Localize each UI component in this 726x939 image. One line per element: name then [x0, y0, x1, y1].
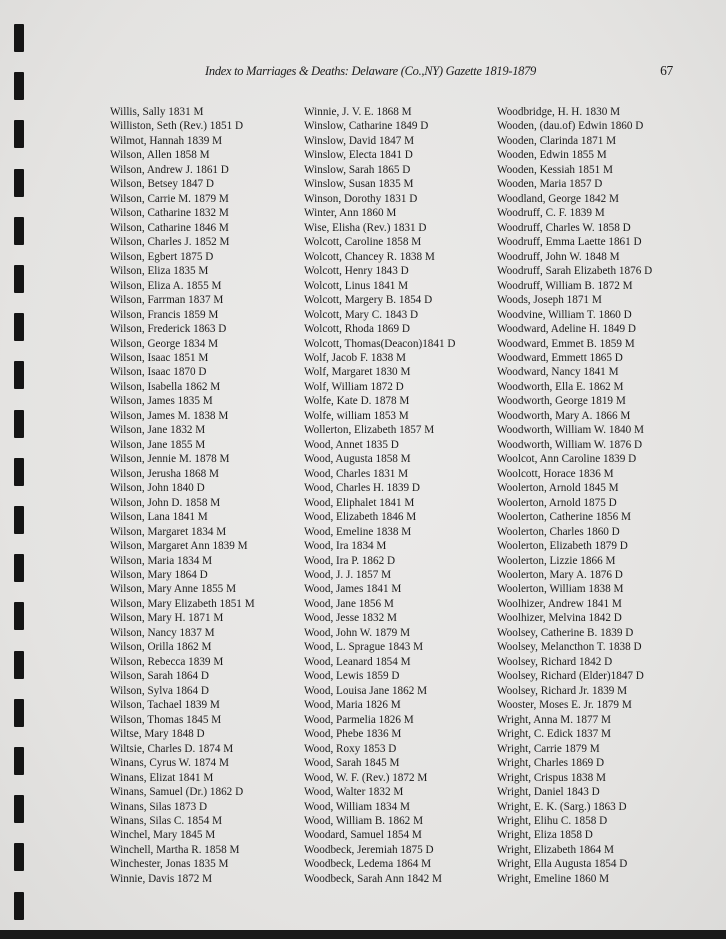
index-entry: Wilson, John D. 1858 M	[110, 496, 221, 509]
index-entry: Wood, William 1834 M	[304, 800, 410, 813]
index-entry: Wilson, Andrew J. 1861 D	[110, 163, 229, 176]
index-entry: Wooden, (dau.of) Edwin 1860 D	[497, 120, 644, 133]
index-entry: Wolfe, william 1853 M	[304, 409, 409, 422]
page-header	[205, 64, 675, 82]
index-entry: Wright, Crispus 1838 M	[497, 771, 606, 784]
index-entry: Winans, Silas C. 1854 M	[110, 814, 223, 827]
index-entry: Winslow, Susan 1835 M	[304, 178, 414, 191]
index-column-3	[497, 105, 652, 886]
index-entry: Wilson, Betsey 1847 D	[110, 178, 214, 191]
index-entry: Wollerton, Elizabeth 1857 M	[304, 424, 435, 437]
index-entry: Wilson, Carrie M. 1879 M	[110, 192, 229, 205]
index-entry: Wilson, Isabella 1862 M	[110, 380, 221, 393]
index-entry: Wolf, Margaret 1830 M	[304, 366, 411, 379]
index-entry: Woodbridge, H. H. 1830 M	[497, 106, 621, 118]
index-entry: Wilson, Isaac 1870 D	[110, 366, 207, 379]
index-entry: Wilson, Frederick 1863 D	[110, 323, 227, 336]
index-entry: Woodward, Emmet B. 1859 M	[497, 337, 635, 350]
index-entry: Woolsey, Richard 1842 D	[497, 655, 613, 668]
index-entry: Wiltsie, Charles D. 1874 M	[110, 742, 234, 755]
index-entry: Woodbeck, Ledema 1864 M	[304, 858, 432, 871]
index-entry: Wood, Lewis 1859 D	[304, 670, 400, 683]
index-entry: Wilson, James M. 1838 M	[110, 409, 229, 422]
index-entry: Wooden, Maria 1857 D	[497, 178, 603, 191]
index-entry: Wilson, George 1834 M	[110, 337, 219, 350]
index-entry: Woodward, Adeline H. 1849 D	[497, 323, 636, 336]
index-entry: Wooden, Clarinda 1871 M	[497, 134, 617, 147]
index-entry: Wolcott, Rhoda 1869 D	[304, 323, 410, 336]
index-entry: Woodruff, John W. 1848 M	[497, 250, 620, 263]
scan-bottom-edge	[0, 930, 726, 939]
index-entry: Wilson, Farrman 1837 M	[110, 294, 224, 307]
index-entry: Woodworth, George 1819 M	[497, 395, 626, 408]
index-entry: Woolsey, Richard (Elder)1847 D	[497, 670, 644, 683]
index-entry: Woodland, George 1842 M	[497, 192, 619, 205]
index-entry: Wright, E. K. (Sarg.) 1863 D	[497, 800, 627, 813]
index-entry: Woolsey, Catherine B. 1839 D	[497, 626, 634, 639]
index-entry: Woolerton, Charles 1860 D	[497, 525, 620, 538]
index-entry: Winans, Samuel (Dr.) 1862 D	[110, 786, 244, 799]
index-entry: Woodruff, Charles W. 1858 D	[497, 221, 631, 234]
index-entry: Wilson, Thomas 1845 M	[110, 713, 222, 726]
index-entry: Wolf, William 1872 D	[304, 380, 404, 393]
index-entry: Woodruff, William B. 1872 M	[497, 279, 633, 292]
binding-hole	[14, 217, 24, 245]
binding-hole	[14, 602, 24, 630]
index-entry: Woodbeck, Jeremiah 1875 D	[304, 843, 434, 856]
index-entry: Wilson, Mary H. 1871 M	[110, 612, 224, 625]
index-entry: Wolfe, Kate D. 1878 M	[304, 395, 410, 408]
binding-hole	[14, 795, 24, 823]
index-entry: Woolerton, Arnold 1845 M	[497, 482, 619, 495]
index-entry: Wooster, Moses E. Jr. 1879 M	[497, 699, 632, 712]
index-column-1	[110, 105, 255, 886]
index-entry: Wilson, Margaret 1834 M	[110, 525, 227, 538]
index-entry: Wolcott, Margery B. 1854 D	[304, 294, 433, 307]
index-entry: Woodworth, Mary A. 1866 M	[497, 409, 631, 422]
index-entry: Winchester, Jonas 1835 M	[110, 858, 229, 871]
index-entry: Winslow, Sarah 1865 D	[304, 163, 411, 176]
index-entry: Wood, Parmelia 1826 M	[304, 713, 414, 726]
index-entry: Wood, Eliphalet 1841 M	[304, 496, 415, 509]
index-entry: Winchell, Martha R. 1858 M	[110, 843, 240, 856]
index-entry: Wilson, Tachael 1839 M	[110, 699, 220, 712]
index-entry: Wood, Leanard 1854 M	[304, 655, 411, 668]
index-entry: Williston, Seth (Rev.) 1851 D	[110, 120, 244, 133]
index-entry: Wood, Jane 1856 M	[304, 597, 394, 610]
index-entry: Wilson, Jerusha 1868 M	[110, 467, 219, 480]
index-entry: Wilson, Jane 1855 M	[110, 438, 206, 451]
index-entry: Wilson, Mary Anne 1855 M	[110, 583, 237, 596]
index-entry: Woolhizer, Melvina 1842 D	[497, 612, 622, 625]
index-entry: Wilson, Jennie M. 1878 M	[110, 453, 230, 466]
index-entry: Woolcott, Horace 1836 M	[497, 467, 614, 480]
index-entry: Woodworth, William W. 1876 D	[497, 438, 643, 451]
index-entry: Wilson, Sarah 1864 D	[110, 670, 209, 683]
index-entry: Wood, Ira 1834 M	[304, 540, 387, 553]
index-entry: Wolcott, Chancey R. 1838 M	[304, 250, 435, 263]
index-entry: Wood, Ira P. 1862 D	[304, 554, 396, 567]
index-entry: Wilson, Allen 1858 M	[110, 149, 210, 162]
index-entry: Wilson, Margaret Ann 1839 M	[110, 540, 248, 553]
index-entry: Wright, Charles 1869 D	[497, 757, 605, 770]
index-entry: Wright, Emeline 1860 M	[497, 872, 610, 885]
index-entry: Woodvine, William T. 1860 D	[497, 308, 632, 321]
index-entry: Woodworth, William W. 1840 M	[497, 424, 644, 437]
index-entry: Wooden, Edwin 1855 M	[497, 149, 607, 162]
index-entry: Wilson, Sylva 1864 D	[110, 684, 209, 697]
index-entry: Winnie, J. V. E. 1868 M	[304, 106, 412, 118]
index-entry: Winchel, Mary 1845 M	[110, 829, 216, 842]
index-entry: Winslow, David 1847 M	[304, 134, 415, 147]
index-entry: Woolerton, Arnold 1875 D	[497, 496, 617, 509]
index-entry: Wilson, Mary Elizabeth 1851 M	[110, 597, 255, 610]
binding-hole	[14, 120, 24, 148]
index-entry: Wood, Augusta 1858 M	[304, 453, 411, 466]
index-entry: Wilson, Catharine 1846 M	[110, 221, 229, 234]
index-entry: Wood, Walter 1832 M	[304, 786, 404, 799]
binding-hole	[14, 843, 24, 871]
binding-hole	[14, 72, 24, 100]
index-entry: Wilson, Catharine 1832 M	[110, 207, 229, 220]
index-entry: Wood, Roxy 1853 D	[304, 742, 397, 755]
index-entry: Woodruff, C. F. 1839 M	[497, 207, 605, 220]
running-title: Index to Marriages & Deaths: Delaware (Co.,NY) Gazette 1819-1879	[205, 64, 536, 78]
index-entry: Wilson, Francis 1859 M	[110, 308, 219, 321]
index-entry: Winans, Elizat 1841 M	[110, 771, 214, 784]
index-entry: Winans, Silas 1873 D	[110, 800, 208, 813]
binding-hole	[14, 458, 24, 486]
index-entry: Wood, L. Sprague 1843 M	[304, 641, 424, 654]
index-entry: Wood, James 1841 M	[304, 583, 402, 596]
index-entry: Wilson, Eliza A. 1855 M	[110, 279, 222, 292]
index-entry: Wood, Annet 1835 D	[304, 438, 399, 451]
index-entry: Winslow, Catharine 1849 D	[304, 120, 429, 133]
index-entry: Woolerton, Mary A. 1876 D	[497, 569, 623, 581]
index-entry: Woolerton, William 1838 M	[497, 583, 624, 596]
index-entry: Wright, Carrie 1879 M	[497, 742, 600, 755]
index-entry: Wilson, James 1835 M	[110, 395, 213, 408]
index-entry: Wolcott, Mary C. 1843 D	[304, 308, 419, 321]
index-entry: Wood, Elizabeth 1846 M	[304, 511, 417, 524]
index-entry: Wood, Charles H. 1839 D	[304, 482, 420, 495]
index-entry: Woolhizer, Andrew 1841 M	[497, 597, 622, 610]
binding-hole	[14, 410, 24, 438]
index-entry: Wood, Phebe 1836 M	[304, 728, 402, 741]
index-entry: Woodruff, Sarah Elizabeth 1876 D	[497, 265, 653, 278]
binding-hole	[14, 651, 24, 679]
index-entry: Winter, Ann 1860 M	[304, 207, 397, 220]
index-entry: Wolcott, Thomas(Deacon)1841 D	[304, 337, 456, 350]
index-entry: Wilson, Nancy 1837 M	[110, 626, 215, 639]
index-entry: Winson, Dorothy 1831 D	[304, 192, 418, 205]
index-entry: Winnie, Davis 1872 M	[110, 872, 213, 885]
page-number: 67	[660, 63, 673, 78]
index-entry: Wolcott, Henry 1843 D	[304, 265, 409, 278]
index-entry: Wilson, Lana 1841 M	[110, 511, 208, 524]
index-entry: Wood, Charles 1831 M	[304, 467, 409, 480]
index-entry: Wilson, Maria 1834 M	[110, 554, 213, 567]
index-entry: Wright, Ella Augusta 1854 D	[497, 858, 628, 871]
binding-hole	[14, 506, 24, 534]
index-entry: Wilmot, Hannah 1839 M	[110, 134, 223, 147]
index-entry: Woolerton, Catherine 1856 M	[497, 511, 631, 524]
index-entry: Wood, John W. 1879 M	[304, 626, 411, 639]
index-entry: Wilson, Charles J. 1852 M	[110, 236, 230, 249]
binding-holes	[14, 0, 26, 930]
index-entry: Wright, Elizabeth 1864 M	[497, 843, 614, 856]
binding-hole	[14, 169, 24, 197]
index-entry: Woolcot, Ann Caroline 1839 D	[497, 453, 637, 466]
index-entry: Wright, Anna M. 1877 M	[497, 713, 611, 726]
index-entry: Wilson, Jane 1832 M	[110, 424, 206, 437]
binding-hole	[14, 265, 24, 293]
index-entry: Woodward, Nancy 1841 M	[497, 366, 619, 379]
index-entry: Wood, Sarah 1845 M	[304, 757, 400, 770]
index-entry: Wilson, Egbert 1875 D	[110, 250, 214, 263]
index-entry: Woods, Joseph 1871 M	[497, 294, 602, 307]
index-entry: Woodard, Samuel 1854 M	[304, 829, 422, 842]
index-entry: Wilson, Isaac 1851 M	[110, 351, 209, 364]
index-entry: Wood, J. J. 1857 M	[304, 569, 392, 581]
index-entry: Wright, Elihu C. 1858 D	[497, 814, 608, 827]
index-entry: Wilson, Mary 1864 D	[110, 569, 208, 581]
index-entry: Woodward, Emmett 1865 D	[497, 351, 623, 364]
index-entry: Wiltse, Mary 1848 D	[110, 728, 205, 741]
index-entry: Willis, Sally 1831 M	[110, 106, 204, 118]
index-entry: Wood, William B. 1862 M	[304, 814, 424, 827]
index-entry: Woodruff, Emma Laette 1861 D	[497, 236, 642, 249]
binding-hole	[14, 313, 24, 341]
index-entry: Wood, Maria 1826 M	[304, 699, 401, 712]
index-entry: Wood, W. F. (Rev.) 1872 M	[304, 771, 428, 784]
index-entry: Wolcott, Linus 1841 M	[304, 279, 409, 292]
binding-hole	[14, 699, 24, 727]
index-entry: Wilson, Eliza 1835 M	[110, 265, 209, 278]
index-entry: Woolerton, Lizzie 1866 M	[497, 554, 616, 567]
index-entry: Woolerton, Elizabeth 1879 D	[497, 540, 628, 553]
binding-hole	[14, 361, 24, 389]
index-entry: Wilson, John 1840 D	[110, 482, 205, 495]
index-entry: Wood, Emeline 1838 M	[304, 525, 412, 538]
index-entry: Wilson, Orilla 1862 M	[110, 641, 212, 654]
index-column-2	[304, 105, 455, 886]
index-entry: Wilson, Rebecca 1839 M	[110, 655, 224, 668]
index-entry: Winslow, Electa 1841 D	[304, 149, 413, 162]
index-entry: Wooden, Kessiah 1851 M	[497, 163, 613, 176]
index-entry: Wise, Elisha (Rev.) 1831 D	[304, 221, 427, 234]
binding-hole	[14, 892, 24, 920]
index-entry: Wright, Daniel 1843 D	[497, 786, 600, 799]
binding-hole	[14, 554, 24, 582]
index-entry: Woolsey, Richard Jr. 1839 M	[497, 684, 628, 697]
index-entry: Wood, Louisa Jane 1862 M	[304, 684, 428, 697]
binding-hole	[14, 747, 24, 775]
binding-hole	[14, 24, 24, 52]
index-entry: Wolf, Jacob F. 1838 M	[304, 351, 406, 364]
index-entry: Wolcott, Caroline 1858 M	[304, 236, 422, 249]
index-entry: Wright, C. Edick 1837 M	[497, 728, 611, 741]
index-entry: Woodworth, Ella E. 1862 M	[497, 380, 624, 393]
index-entry: Wright, Eliza 1858 D	[497, 829, 593, 842]
index-entry: Winans, Cyrus W. 1874 M	[110, 757, 229, 770]
index-entry: Woodbeck, Sarah Ann 1842 M	[304, 872, 442, 885]
index-entry: Wood, Jesse 1832 M	[304, 612, 397, 625]
index-entry: Woolsey, Melancthon T. 1838 D	[497, 641, 642, 654]
